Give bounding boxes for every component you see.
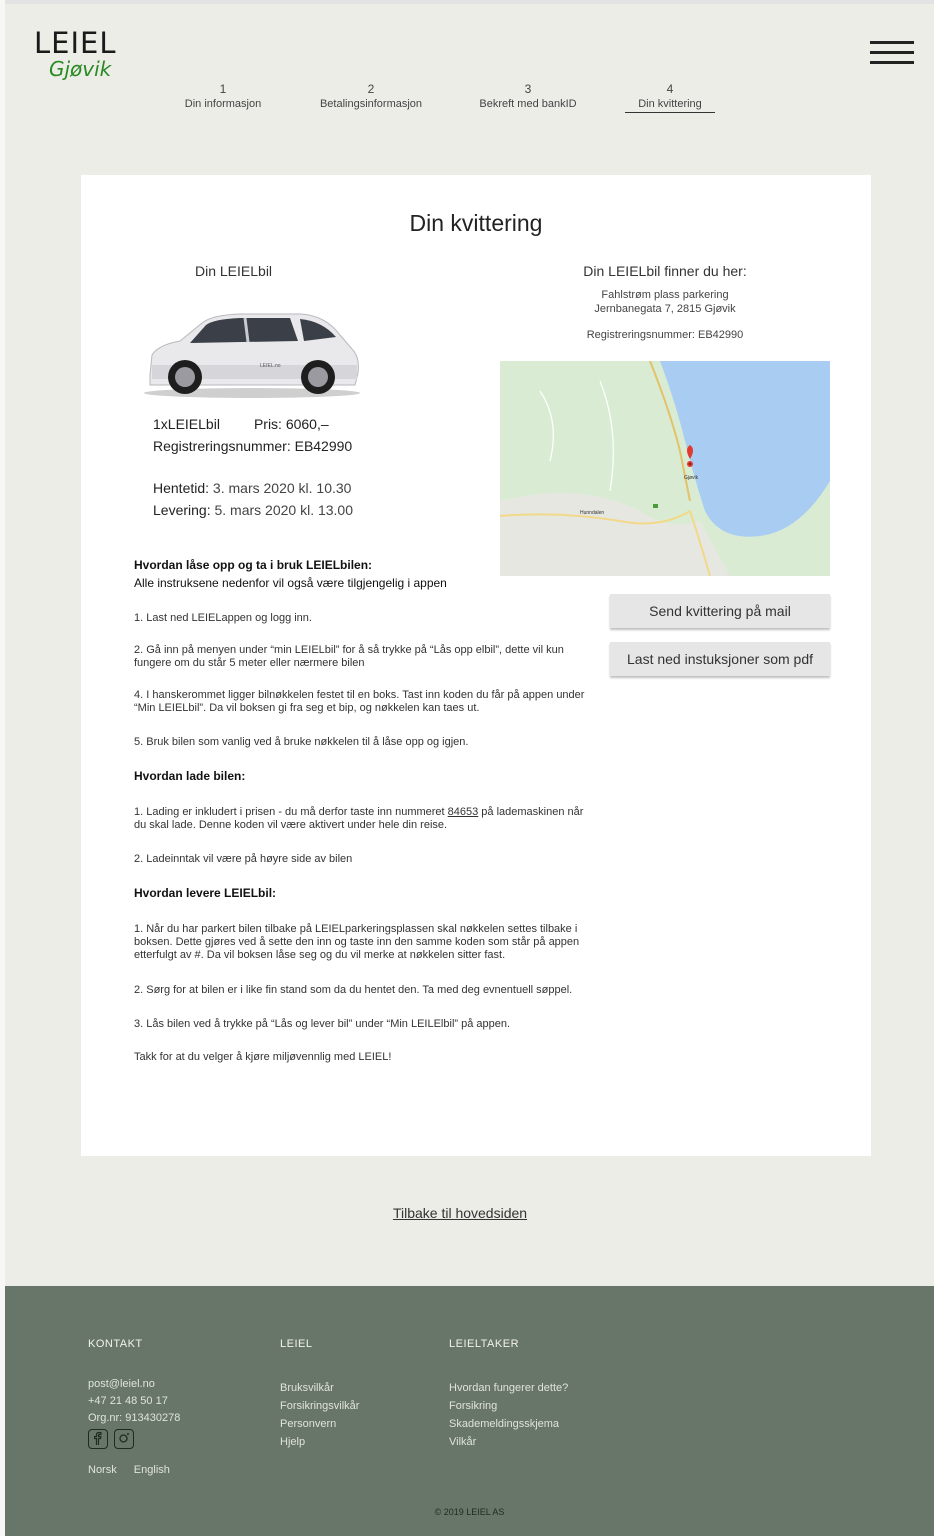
price-block <box>153 413 352 457</box>
return-label: Levering: <box>153 502 211 518</box>
footer-link[interactable]: Forsikring <box>449 1400 498 1412</box>
social-links <box>88 1429 134 1449</box>
instruction-step: 5. Bruk bilen som vanlig ved å bruke nøkkelen til å låse opp og igjen. <box>134 736 469 748</box>
quantity: 1xLEIELbil <box>153 416 220 432</box>
language-switcher <box>88 1464 184 1476</box>
step-1[interactable] <box>170 82 276 112</box>
facebook-icon[interactable] <box>88 1429 108 1449</box>
location-registration: Registreringsnummer: EB42990 <box>586 329 744 341</box>
footer-heading: KONTAKT <box>88 1338 143 1350</box>
charging-step: 2. Ladeinntak vil være på høyre side av bilen <box>134 853 353 865</box>
map-area-label: Hunndalen <box>580 510 605 516</box>
top-strip <box>0 0 934 4</box>
return-step: 2. Sørg for at bilen er i like fin stand som da du hentet den. Ta med deg evnentuell søppel. <box>134 984 573 996</box>
instruction-step: 2. Gå inn på menyen under “min LEIELbil” for å så trykke på “Lås opp elbil”, dette vil kun fungere om du står 5 meter eller nærmere bilen <box>134 644 564 669</box>
footer <box>5 1286 934 1536</box>
language-english[interactable]: English <box>133 1464 170 1476</box>
car-badge: LEIEL.no <box>260 363 281 369</box>
registration-number: Registreringsnummer: EB42990 <box>153 438 353 454</box>
footer-link[interactable]: Forsikringsvilkår <box>280 1400 360 1412</box>
page-title: Din kvittering <box>409 210 543 236</box>
return-value: 5. mars 2020 kl. 13.00 <box>210 502 354 518</box>
instruction-step: 4. I hanskerommet ligger bilnøkkelen festet til en boks. Tast inn koden du får på appen under “Min LEIELbil”. Da vil boksen gi fra seg et bip, og nøkkelen kan taes ut. <box>134 689 585 714</box>
location-heading: Din LEIELbil finner du her: <box>583 263 747 279</box>
send-receipt-mail-button[interactable]: Send kvittering på mail <box>610 594 830 628</box>
instagram-icon[interactable] <box>114 1429 134 1449</box>
step-number: 4 <box>666 82 674 96</box>
price: Pris: 6060,– <box>253 416 329 432</box>
step-2[interactable] <box>306 82 436 112</box>
download-pdf-button[interactable]: Last ned instuksjoner som pdf <box>610 642 830 676</box>
return-heading: Hvordan levere LEIELbil: <box>134 886 277 900</box>
step-number: 2 <box>367 82 375 96</box>
unlock-subheading: Alle instruksene nedenfor vil også være tilgjengelig i appen <box>134 576 447 590</box>
map-city-label: Gjøvik <box>684 475 699 481</box>
copyright: © 2019 LEIEL AS <box>434 1507 505 1517</box>
thanks-text: Takk for at du velger å kjøre miljøvennlig med LEIEL! <box>134 1051 392 1063</box>
footer-link[interactable]: Hjelp <box>280 1436 306 1448</box>
charging-heading: Hvordan lade bilen: <box>134 769 246 783</box>
address-line-1: Fahlstrøm plass parkering <box>601 289 729 301</box>
car-heading: Din LEIELbil <box>195 263 273 279</box>
footer-link[interactable]: Vilkår <box>449 1436 477 1448</box>
back-to-home-link[interactable]: Tilbake til hovedsiden <box>392 1205 528 1221</box>
step-3[interactable] <box>468 82 588 112</box>
charging-text: 1. Lading er inkludert i prisen - du må derfor taste inn nummeret <box>134 806 448 818</box>
rental-times <box>153 477 353 521</box>
address-line-2: Jernbanegata 7, 2815 Gjøvik <box>594 303 736 315</box>
return-step: 1. Når du har parkert bilen tilbake på LEIELparkeringsplassen skal nøkkelen settes tilbake i boksen. Dette gjøres ved å sette den inn og taste inn den samme koden som står på appen etterfulgt av #. Da vil boksen låse seg og du vil merke at nøkkelen sitter fast. <box>134 923 580 961</box>
footer-link[interactable]: Hvordan fungerer dette? <box>449 1382 569 1394</box>
footer-contact <box>88 1338 180 1427</box>
footer-tenant <box>449 1338 568 1451</box>
hamburger-menu-icon[interactable] <box>870 41 914 67</box>
charging-text: på lademaskinen når du skal lade. Denne koden vil være aktivert under hele din reise. <box>134 806 584 831</box>
logo[interactable] <box>34 28 117 80</box>
step-label: Bekreft med bankID <box>479 98 577 110</box>
footer-heading: LEIEL <box>280 1338 313 1350</box>
step-label: Din kvittering <box>625 96 715 113</box>
location-map[interactable] <box>500 361 830 576</box>
instruction-step: 1. Last ned LEIELappen og logg inn. <box>134 612 312 624</box>
charging-step <box>134 806 589 832</box>
logo-main: LEIEL <box>34 26 117 60</box>
footer-link[interactable]: Personvern <box>280 1418 337 1430</box>
step-label: Betalingsinformasjon <box>319 98 423 110</box>
charging-code: 84653 <box>447 806 479 818</box>
pickup-label: Hentetid: <box>153 480 210 496</box>
step-number: 3 <box>524 82 532 96</box>
step-label: Din informasjon <box>184 98 262 110</box>
language-norsk[interactable]: Norsk <box>88 1464 117 1476</box>
return-step: 3. Lås bilen ved å trykke på “Lås og lever bil” under “Min LEILElbil” på appen. <box>134 1018 511 1030</box>
address <box>500 288 830 316</box>
pickup-value: 3. mars 2020 kl. 10.30 <box>209 480 352 496</box>
contact-email[interactable]: post@leiel.no <box>88 1378 155 1390</box>
step-4-active[interactable] <box>625 82 715 113</box>
org-number: Org.nr: 913430278 <box>88 1412 181 1424</box>
car-image <box>140 305 365 400</box>
step-number: 1 <box>219 82 227 96</box>
footer-leiel <box>280 1338 359 1451</box>
footer-link[interactable]: Skademeldingsskjema <box>449 1418 560 1430</box>
logo-sub: Gjøvik <box>49 57 112 81</box>
footer-heading: LEIELTAKER <box>449 1338 520 1350</box>
contact-phone[interactable]: +47 21 48 50 17 <box>88 1395 168 1407</box>
footer-link[interactable]: Bruksvilkår <box>280 1382 334 1394</box>
unlock-heading: Hvordan låse opp og ta i bruk LEIELbilen: <box>134 558 373 572</box>
